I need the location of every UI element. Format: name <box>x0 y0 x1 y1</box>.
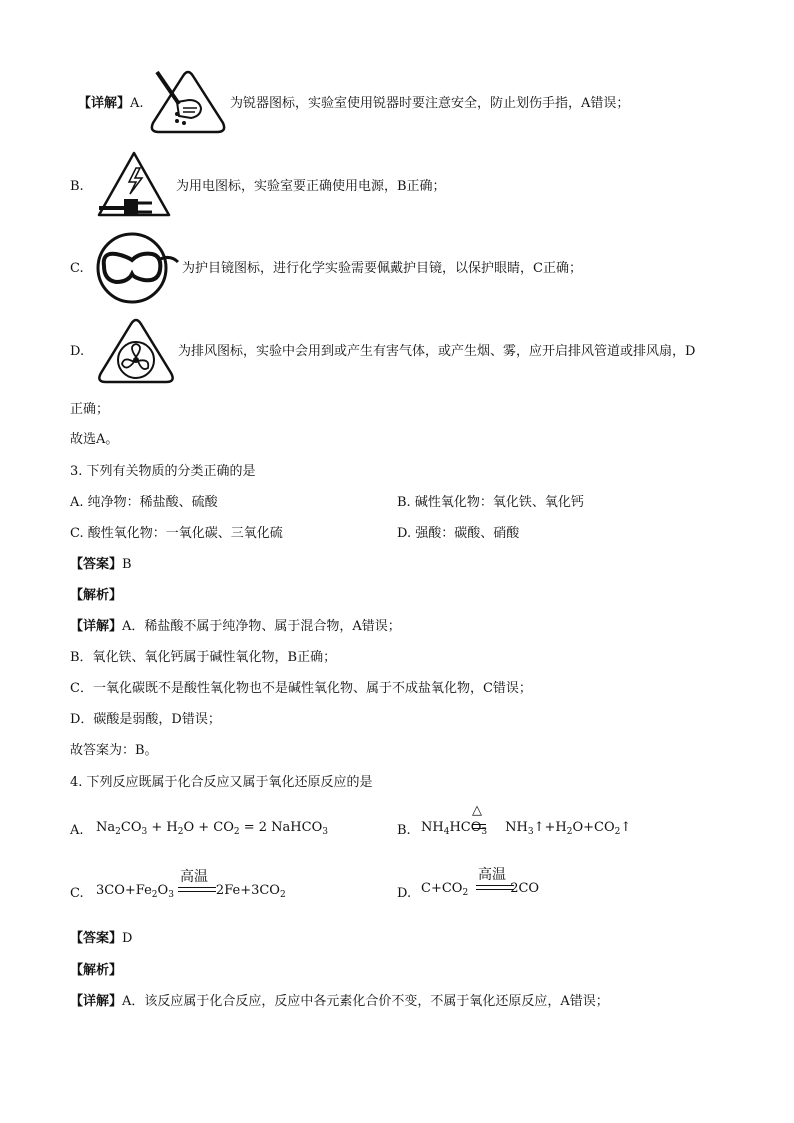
equals-bar-top <box>472 824 486 825</box>
detail-b-text: 为用电图标，实验室要正确使用电源，B正确； <box>176 179 446 194</box>
equals-bar-top <box>476 885 514 886</box>
detail-tag: 【详解】 <box>78 96 131 111</box>
detail-b-letter: B. <box>70 179 84 194</box>
sharp-tool-icon <box>147 68 229 136</box>
option-b: B. 碱性氧化物：氧化铁、氧化钙 <box>397 495 584 510</box>
option-c-label: C. <box>70 886 84 901</box>
detail-line: D．碳酸是弱酸，D错误； <box>70 712 221 727</box>
equals-bar-top <box>178 887 216 888</box>
answer-line <box>70 556 132 574</box>
answer-tag: 【答案】 <box>70 931 123 946</box>
equals-bar-bottom <box>178 891 216 892</box>
equation-b: $NH_4HCO_3$ $NH_3↑+H_2O+CO_2↑$ <box>421 820 632 837</box>
detail-text: A．该反应属于化合反应，反应中各元素化合价不变，不属于氧化还原反应，A错误； <box>122 994 609 1009</box>
equation-c: $3CO+Fe_2O_3$ $2Fe+3CO_2$ <box>96 883 286 900</box>
equals-bar-bottom <box>472 828 486 829</box>
high-temp-condition: 高温 <box>478 867 506 883</box>
detail-a-text: 为锐器图标，实验室使用锐器时要注意安全，防止划伤手指，A错误； <box>230 96 630 111</box>
option-b-label: B. <box>397 823 411 838</box>
analysis-tag: 【解析】 <box>70 963 123 978</box>
equation-a: $Na_2CO_3 + H_2O + CO_2 = 2$ NaHCO$_3$ <box>96 820 328 837</box>
equation-d: $C+CO_2$ 2CO <box>421 881 540 898</box>
option-c: C. 酸性氧化物：一氧化碳、三氧化硫 <box>70 526 283 541</box>
detail-line <box>70 993 609 1011</box>
detail-d-text: 为排风图标，实验中会用到或产生有害气体，或产生烟、雾，应开启排风管道或排风扇，D <box>178 344 696 359</box>
option-d-label: D. <box>397 886 412 901</box>
conclusion: 故答案为：B。 <box>70 743 158 758</box>
detail-tag: 【详解】 <box>70 619 123 634</box>
detail-a-line <box>78 95 144 113</box>
option-letter: A. <box>130 96 144 111</box>
detail-line <box>70 618 401 636</box>
answer-value: B <box>122 557 132 572</box>
detail-d-letter: D. <box>70 344 85 359</box>
analysis-tag: 【解析】 <box>70 588 123 603</box>
high-temp-condition: 高温 <box>180 869 208 885</box>
electricity-icon <box>96 150 172 218</box>
option-d: D. 强酸：碳酸、硝酸 <box>397 526 520 541</box>
question-stem: 4. 下列反应既属于化合反应又属于氧化还原反应的是 <box>70 775 373 790</box>
equals-bar-bottom <box>476 889 514 890</box>
detail-d-cont: 正确； <box>70 402 110 417</box>
ventilation-fan-icon <box>94 316 178 386</box>
question-stem: 3. 下列有关物质的分类正确的是 <box>70 464 256 479</box>
conclusion: 故选A。 <box>70 432 119 447</box>
detail-line: B．氧化铁、氧化钙属于碱性氧化物，B正确； <box>70 650 337 665</box>
answer-value: D <box>122 931 133 946</box>
answer-tag: 【答案】 <box>70 557 123 572</box>
detail-c-text: 为护目镜图标，进行化学实验需要佩戴护目镜，以保护眼睛，C正确； <box>182 261 582 276</box>
goggles-icon <box>94 232 180 304</box>
detail-line: C．一氧化碳既不是酸性氧化物也不是碱性氧化物、属于不成盐氧化物，C错误； <box>70 681 532 696</box>
heat-condition: △ <box>472 803 482 818</box>
answer-line <box>70 930 132 948</box>
option-a-label: A. <box>70 823 84 838</box>
detail-text: A．稀盐酸不属于纯净物、属于混合物，A错误； <box>122 619 401 634</box>
detail-tag: 【详解】 <box>70 994 123 1009</box>
option-a: A. 纯净物：稀盐酸、硫酸 <box>70 495 218 510</box>
detail-c-letter: C. <box>70 261 84 276</box>
